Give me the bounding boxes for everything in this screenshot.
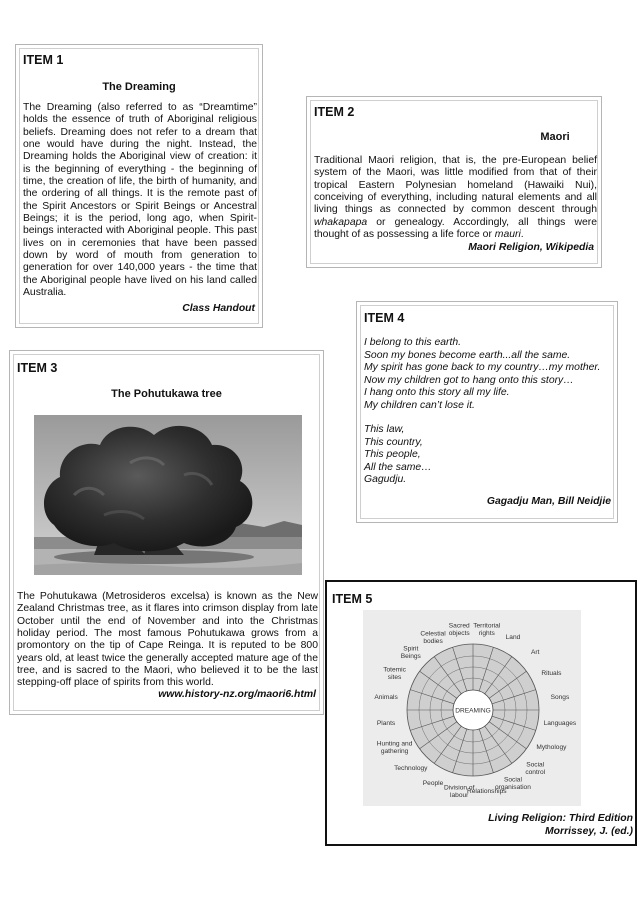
wheel-label: Animals [374, 694, 398, 702]
item5-source-line1: Living Religion: Third Edition [488, 813, 633, 824]
item2-title: Maori [540, 131, 570, 143]
item1-title: The Dreaming [102, 81, 176, 93]
item5-source-line2: Morrissey, J. (ed.) [545, 826, 633, 837]
item2-body [314, 155, 597, 241]
wheel-label: Rituals [541, 669, 562, 677]
wheel-label: Celestial bodies [420, 630, 446, 645]
item3-body: The Pohutukawa (Metrosideros excelsa) is known as the New Zealand Christmas tree, as it flares into crimson display from late October until the end of November and into the Christmas holiday period. The most famous Pohutukawa grows from a promontory on the tip of Cape Reinga. It is reputed to be 800 years old, at least twice the generally accepted mature age of the tree, and is sacred to the Maori, who believed it to be the last stepping-off place of spirits from this world. [17, 591, 318, 689]
item3-title: The Pohutukawa tree [111, 388, 222, 400]
item4-box [356, 301, 618, 523]
poem-line: My spirit has gone back to my country…my mother. [364, 362, 601, 373]
poem-line: I belong to this earth. [364, 337, 462, 348]
wheel-label: People [422, 780, 444, 788]
item2-term-mauri: mauri [494, 229, 521, 241]
item5-heading: ITEM 5 [332, 592, 373, 606]
wheel-label: Technology [394, 764, 428, 772]
item3-heading: ITEM 3 [17, 361, 58, 375]
poem-line: All the same… [364, 461, 432, 473]
wheel-label: Songs [550, 694, 570, 702]
wheel-label: Territorial rights [473, 622, 501, 638]
wheel-label: Mythology [536, 744, 567, 752]
wheel-label: Languages [543, 719, 577, 727]
poem-line: Soon my bones become earth...all the same. [364, 349, 571, 361]
wheel-label: Division of labour [444, 784, 475, 799]
item1-source: Class Handout [182, 303, 255, 314]
wheel-group [407, 644, 539, 776]
poem-line: This country, [364, 436, 423, 448]
wheel-label: Spirit Beings [400, 645, 421, 661]
item2-body-text-2: or genealogy. Accordingly, all things were thought of as possessing a life force or [314, 216, 597, 241]
wheel-label: Land [505, 633, 521, 641]
item1-heading: ITEM 1 [23, 53, 64, 67]
poem-line: My children can’t lose it. [364, 399, 475, 411]
item2-term-whakapapa: whakapapa [314, 216, 368, 228]
wheel-label: Hunting and gathering [376, 740, 413, 756]
item2-body-text-1: Traditional Maori religion, that is, the pre-European belief system of the Maori, was little modified from that of their tropical Eastern Polynesian homeland (Hawaiki Nui), conceiving of everything, including natural elements and all living things as connected by common descent through [314, 155, 597, 216]
item3-source: www.history-nz.org/maori6.html [158, 689, 316, 700]
poem-line: Gagudju. [364, 474, 407, 485]
item2-heading: ITEM 2 [314, 105, 355, 119]
poem-line: Now my children got to hang onto this story… [364, 374, 574, 386]
item4-source: Gagadju Man, Bill Neidjie [486, 496, 611, 507]
pohutukawa-tree-photo [34, 415, 302, 575]
wheel-label: Art [531, 649, 540, 657]
poem-line: I hang onto this story all my life. [364, 387, 510, 398]
item3-box [9, 350, 324, 715]
item4-poem [364, 337, 600, 487]
item1-box [15, 44, 263, 328]
item2-box [306, 96, 602, 268]
wheel-center-label: DREAMING [455, 707, 491, 715]
wheel-label: Social control [525, 761, 546, 776]
wheel-label: Social organisation [494, 776, 531, 792]
item2-source: Maori Religion, Wikipedia [468, 242, 594, 253]
item2-body-text-3: . [520, 229, 524, 241]
dreaming-wheel-diagram [363, 610, 581, 806]
item5-box [325, 580, 637, 846]
wheel-label: Relationships [466, 787, 507, 795]
item4-heading: ITEM 4 [364, 311, 405, 325]
wheel-label: Sacred objects [448, 622, 470, 638]
wheel-label: Plants [376, 719, 396, 727]
wheel-label: Totemic sites [383, 666, 406, 681]
item1-body: The Dreaming (also referred to as “Dreamtime” holds the essence of truth of Aboriginal religious beliefs. Dreaming does not refer to a dream that one would have during the night. Instead, the Dreaming holds the Aboriginal view of creation: it is the beginning of everything - the beginning of time, the creation of life, the birth of humanity, and the ordering of all things. It is the remote past of the Spirit Ancestors or Spirit Beings or Ancestral Beings; it is the period, long ago, when Spirit-beings interacted with Aboriginal people. This past lives on in ceremonies that have been passed down by word of mouth from generation to generation for over 140,000 years - the time that the Aboriginal people have lived on his land called Australia. [23, 102, 257, 299]
poem-line: This people, [364, 449, 421, 460]
poem-line: This law, [364, 424, 405, 435]
